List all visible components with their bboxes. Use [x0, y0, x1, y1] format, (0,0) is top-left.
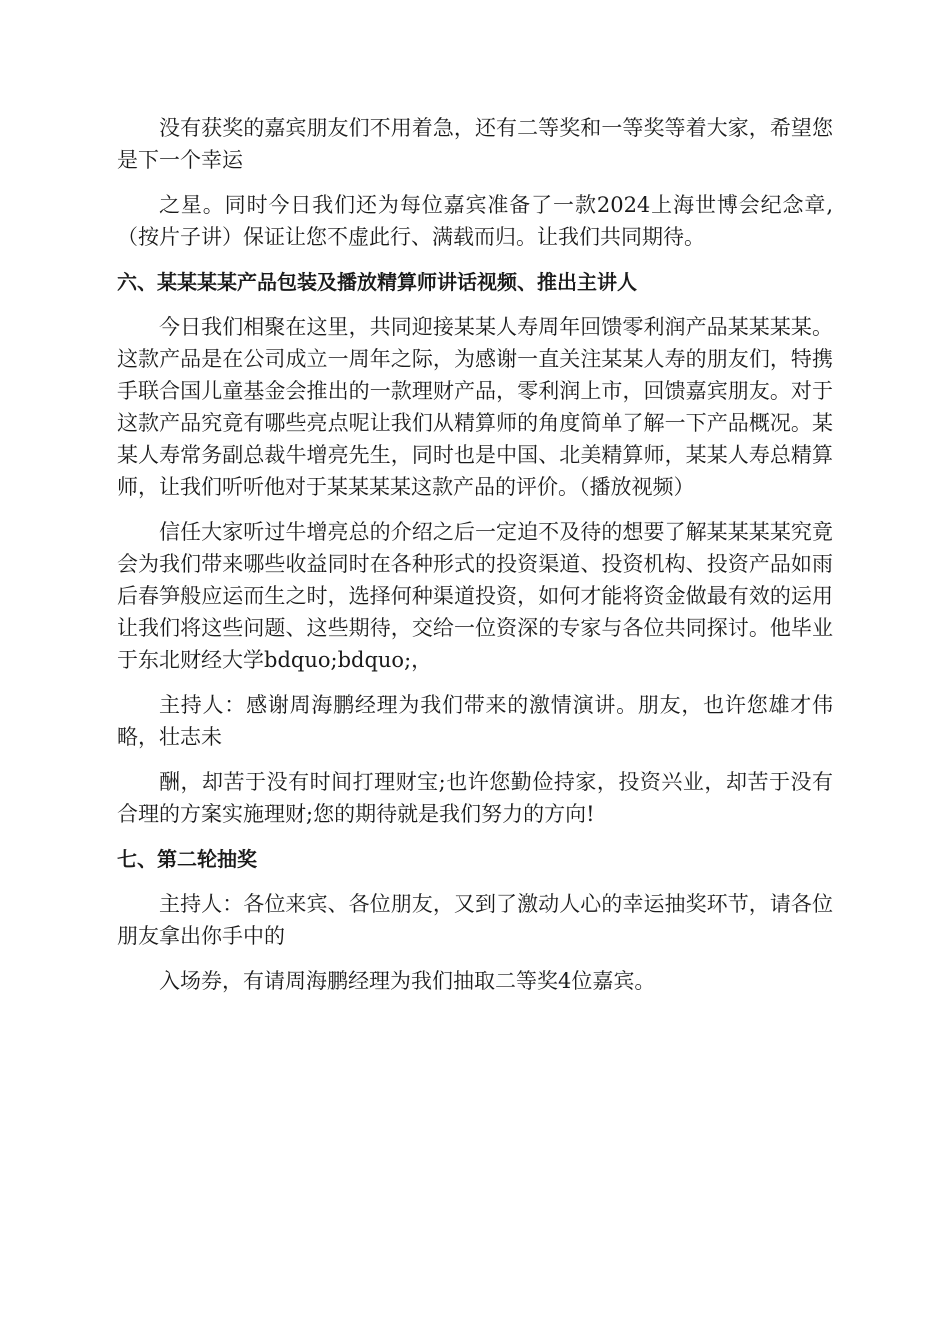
paragraph: 入场券，有请周海鹏经理为我们抽取二等奖4位嘉宾。	[159, 969, 656, 993]
paragraph: 之星。同时今日我们还为每位嘉宾准备了一款2024上海世博会纪念章,（按片子讲）保证让您不虚此行、满载而归。让我们共同期待。	[117, 193, 833, 249]
paragraph: 没有获奖的嘉宾朋友们不用着急，还有二等奖和一等奖等着大家，希望您是下一个幸运	[117, 116, 833, 172]
document-body	[117, 112, 833, 1010]
section-heading: 六、某某某某产品包装及播放精算师讲话视频、推出主讲人	[117, 270, 637, 294]
paragraph: 今日我们相聚在这里，共同迎接某某人寿周年回馈零利润产品某某某某。这款产品是在公司成立一周年之际，为感谢一直关注某某人寿的朋友们，特携手联合国儿童基金会推出的一款理财产品，零利润上市，回馈嘉宾朋友。对于这款产品究竟有哪些亮点呢让我们从精算师的角度简单了解一下产品概况。某某人寿常务副总裁牛增亮先生，同时也是中国、北美精算师，某某人寿总精算师，让我们听听他对于某某某某这款产品的评价。（播放视频）	[117, 315, 833, 499]
section-heading: 七、第二轮抽奖	[117, 847, 257, 871]
paragraph: 信任大家听过牛增亮总的介绍之后一定迫不及待的想要了解某某某某究竟会为我们带来哪些收益同时在各种形式的投资渠道、投资机构、投资产品如雨后春笋般应运而生之时，选择何种渠道投资，如何才能将资金做最有效的运用让我们将这些问题、这些期待，交给一位资深的专家与各位共同探讨。他毕业于东北财经大学bdquo;bdquo;，	[117, 520, 833, 672]
paragraph: 主持人：各位来宾、各位朋友，又到了激动人心的幸运抽奖环节，请各位朋友拿出你手中的	[117, 892, 833, 948]
paragraph: 酬，却苦于没有时间打理财宝;也许您勤俭持家，投资兴业，却苦于没有合理的方案实施理财;您的期待就是我们努力的方向!	[117, 770, 833, 826]
paragraph: 主持人：感谢周海鹏经理为我们带来的激情演讲。朋友，也许您雄才伟略，壮志未	[117, 693, 833, 749]
